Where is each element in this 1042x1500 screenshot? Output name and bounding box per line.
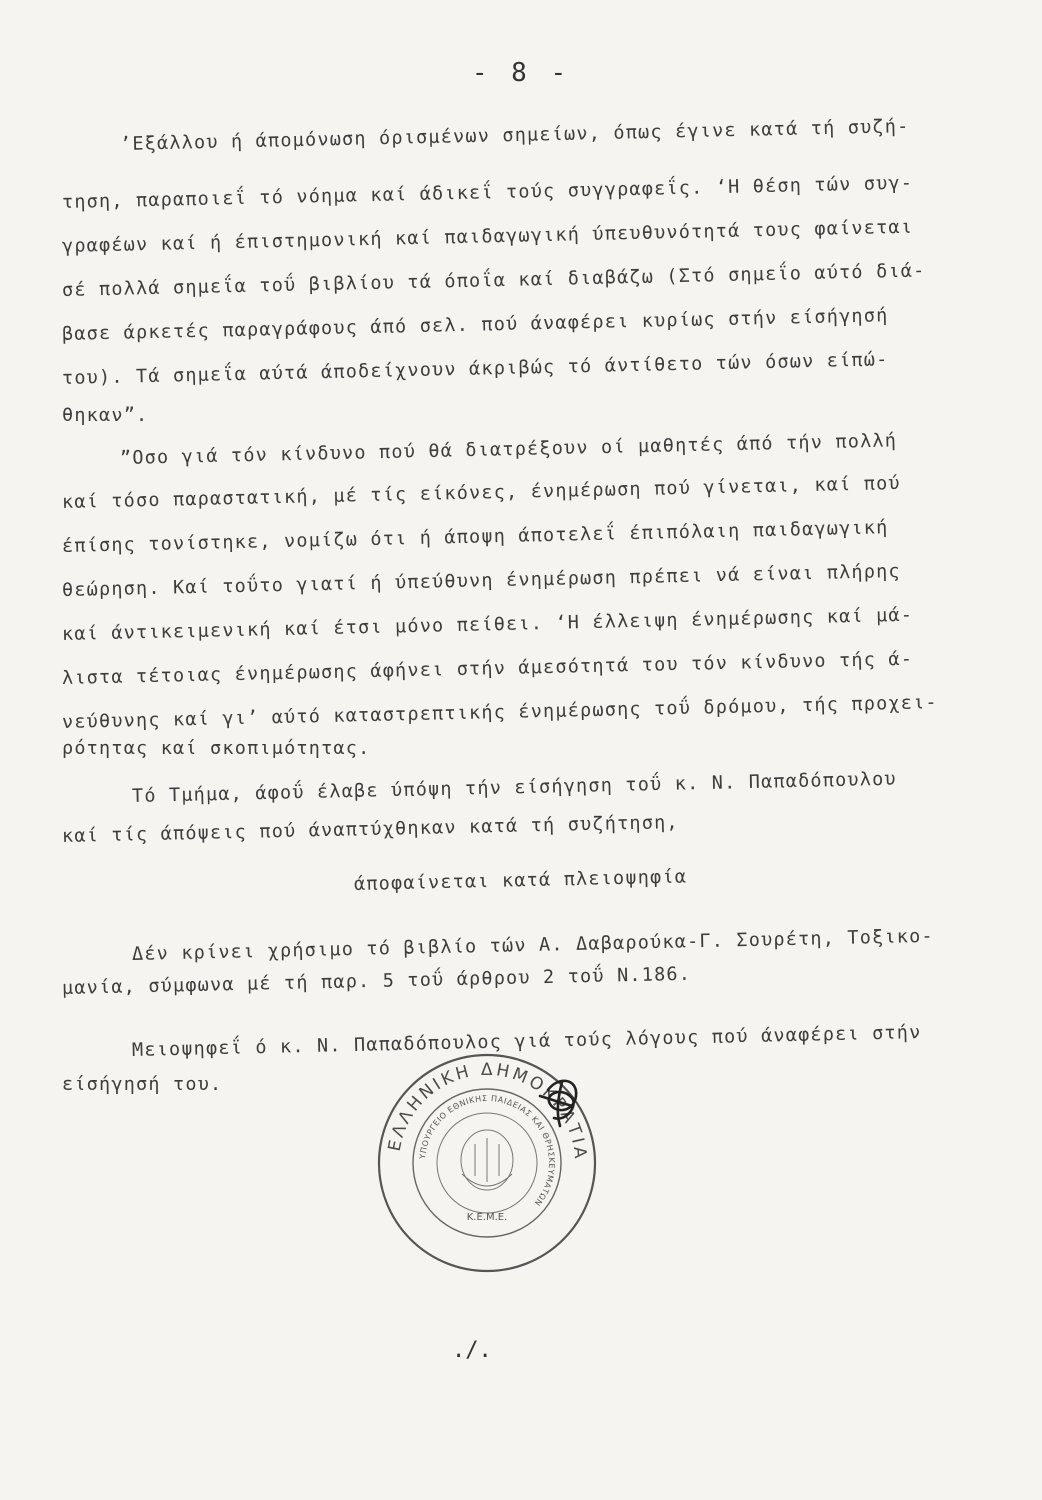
page-number: - 8 - [471, 58, 571, 88]
text-line: ’Εξάλλου ή άπομόνωση όρισμένων σημείων, όπως έγινε κατά τή συζή- [119, 116, 910, 155]
decision-heading: άποφαίνεται κατά πλειοψηφία [353, 866, 688, 895]
text-line: τηση, παραποιεΐ τό νόημα καί άδικεΐ τούς συγγραφεΐς. ‘Η θέση τών συγ- [61, 172, 914, 213]
text-line: βασε άρκετές παραγράφους άπό σελ. πού άναφέρει κυρίως στήν είσήγησή [61, 305, 889, 345]
seal-inner-text: ΥΠΟΥΡΓΕΙΟ ΕΘΝΙΚΗΣ ΠΑΙΔΕΙΑΣ ΚΑΙ ΘΡΗΣΚΕΥΜΑΤΩΝ [418, 1093, 557, 1208]
text-line: νεύθυνης καί γι’ αύτό καταστρεπτικής ένημέρωσης τοΰ δρόμου, τής προχει- [61, 692, 939, 733]
text-line: σέ πολλά σημεΐα τοΰ βιβλίου τά όποΐα καί διαβάζω (Στό σημεΐο αύτό διά- [61, 260, 926, 301]
text-line: είσήγησή του. [62, 1074, 223, 1095]
text-line: καί τίς άπόψεις πού άναπτύχθηκαν κατά τή συζήτηση, [61, 812, 679, 847]
text-line: λιστα τέτοιας ένημέρωσης άφήνει στήν άμεσότητά του τόν κίνδυνο τής ά- [61, 648, 914, 689]
text-line: καί τόσο παραστατική, μέ τίς είκόνες, ένημέρωση πού γίνεται, καί πού [61, 472, 902, 513]
text-line: θηκαν”. [62, 405, 149, 426]
text-line: θεώρηση. Καί τοΰτο γιατί ή ύπεύθυνη ένημέρωση πρέπει νά είναι πλήρης [61, 560, 902, 601]
official-seal-stamp [372, 1048, 602, 1278]
seal-bottom-text: Κ.Ε.Μ.Ε. [466, 1212, 508, 1223]
text-line: μανία, σύμφωνα μέ τή παρ. 5 τοΰ άρθρου 2 τοΰ Ν.186. [61, 963, 692, 999]
coat-of-arms-icon [461, 1130, 513, 1190]
seal-graphic [372, 1048, 602, 1278]
text-line: καί άντικειμενική καί έτσι μόνο πείθει. ‘Η έλλειψη ένημέρωσης καί μά- [61, 604, 914, 645]
text-line: γραφέων καί ή έπιστημονική καί παιδαγωγική ύπευθυνότητά τους φαίνεται [61, 216, 914, 257]
text-line: του). Τά σημεΐα αύτά άποδείχνουν άκριβώς τό άντίθετο τών όσων είπώ- [61, 349, 889, 389]
text-line: Τό Τμήμα, άφοΰ έλαβε ύπόψη τήν είσήγηση τοΰ κ. Ν. Παπαδόπουλου [131, 768, 897, 807]
text-line: ρότητας καί σκοπιμότητας. [62, 738, 371, 759]
seal-outer-text: ΕΛΛΗΝΙΚΗ ΔΗΜΟΚΡΑΤΙΑ [384, 1059, 591, 1163]
text-line: Μειοψηφεΐ ό κ. Ν. Παπαδόπουλος γιά τούς λόγους πού άναφέρει στήν [131, 1022, 922, 1061]
continuation-mark: ./. [452, 1338, 492, 1363]
text-line: έπίσης τονίστηκε, νομίζω ότι ή άποψη άποτελεΐ έπιπόλαιη παιδαγωγική [61, 517, 889, 557]
text-line: Δέν κρίνει χρήσιμο τό βιβλίο τών Α. Δαβαρούκα-Γ. Σουρέτη, Τοξικο- [131, 925, 935, 965]
text-line: ”Οσο γιά τόν κίνδυνο πού θά διατρέξουν οί μαθητές άπό τήν πολλή [119, 430, 898, 469]
